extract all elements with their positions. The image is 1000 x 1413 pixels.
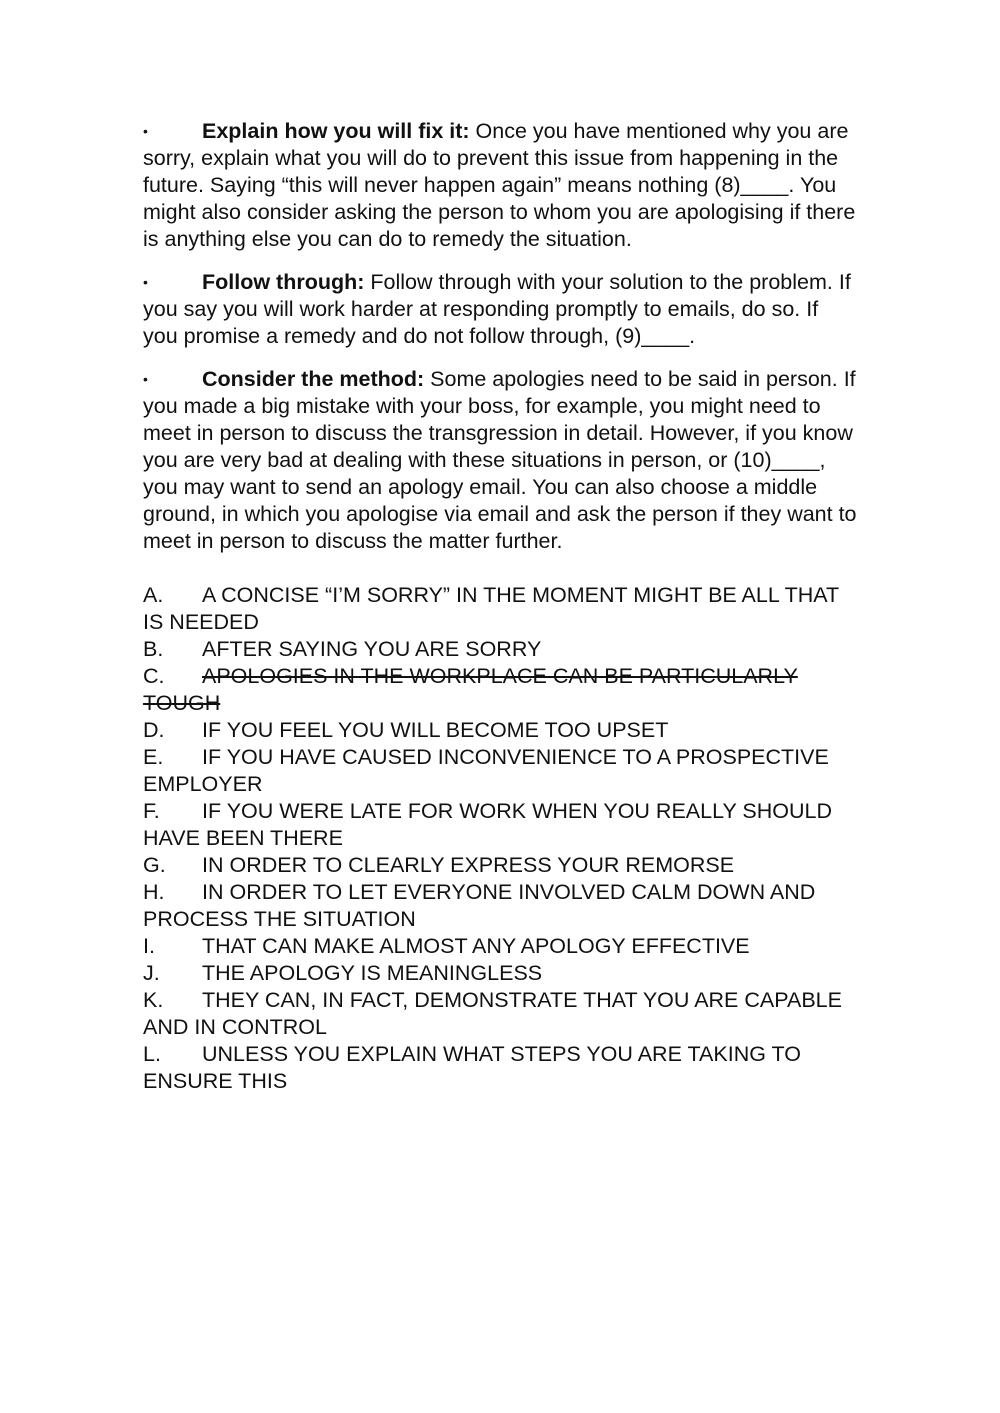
option-text: THAT CAN MAKE ALMOST ANY APOLOGY EFFECTIVE: [202, 934, 750, 958]
option-item: [143, 717, 858, 744]
bullet-icon: •: [143, 123, 148, 139]
bullet-body: Some apologies need to be said in person. If you made a big mistake with your boss, for example, you might need to meet in person to discuss the transgression in detail. However, if you know you are very bad at dealing with these situations in person, or (10)____, you may want to send an apology email. You can also choose a middle ground, in which you apologise via email and ask the person if they want to meet in person to discuss the matter further.: [143, 367, 857, 553]
option-text: A CONCISE “I’M SORRY” IN THE MOMENT MIGHT BE ALL THAT IS NEEDED: [143, 583, 839, 634]
bullet-paragraph-method: [143, 366, 858, 555]
document-content: [143, 118, 858, 1095]
option-item: [143, 798, 858, 852]
option-letter: D.: [143, 718, 165, 742]
bullet-heading: Consider the method:: [202, 367, 425, 391]
bullet-paragraph-fix-it: [143, 118, 858, 253]
option-letter: A.: [143, 583, 164, 607]
option-item: [143, 852, 858, 879]
option-text: UNLESS YOU EXPLAIN WHAT STEPS YOU ARE TAKING TO ENSURE THIS: [143, 1042, 801, 1093]
option-item: [143, 879, 858, 933]
option-letter: J.: [143, 961, 160, 985]
bullet-heading: Explain how you will fix it:: [202, 119, 470, 143]
bullet-icon: •: [143, 371, 148, 387]
bullet-heading: Follow through:: [202, 270, 365, 294]
option-item: [143, 933, 858, 960]
option-letter: L.: [143, 1042, 161, 1066]
bullet-icon: •: [143, 274, 148, 290]
option-item: [143, 744, 858, 798]
option-text: THEY CAN, IN FACT, DEMONSTRATE THAT YOU ARE CAPABLE AND IN CONTROL: [143, 988, 842, 1039]
option-text: IF YOU WERE LATE FOR WORK WHEN YOU REALLY SHOULD HAVE BEEN THERE: [143, 799, 832, 850]
option-letter: E.: [143, 745, 164, 769]
option-item: [143, 1041, 858, 1095]
bullet-body: Once you have mentioned why you are sorry, explain what you will do to prevent this issue from happening in the future. Saying “this will never happen again” means nothing (8)____. You might also consider asking the person to whom you are apologising if there is anything else you can do to remedy the situation.: [143, 119, 856, 251]
option-text: THE APOLOGY IS MEANINGLESS: [202, 961, 543, 985]
option-letter: F.: [143, 799, 160, 823]
option-item: [143, 636, 858, 663]
option-letter: G.: [143, 853, 166, 877]
option-letter: B.: [143, 637, 164, 661]
bullet-paragraph-follow-through: [143, 269, 858, 350]
option-text: IN ORDER TO LET EVERYONE INVOLVED CALM DOWN AND PROCESS THE SITUATION: [143, 880, 816, 931]
option-text: IN ORDER TO CLEARLY EXPRESS YOUR REMORSE: [202, 853, 735, 877]
option-item: [143, 663, 858, 717]
option-text: IF YOU FEEL YOU WILL BECOME TOO UPSET: [202, 718, 669, 742]
option-item: [143, 960, 858, 987]
answer-options-list: [143, 582, 858, 1095]
option-item: [143, 987, 858, 1041]
option-item: [143, 582, 858, 636]
option-text-struck: APOLOGIES IN THE WORKPLACE CAN BE PARTICULARLY TOUGH: [143, 664, 798, 715]
bullet-body: Follow through with your solution to the problem. If you say you will work harder at responding promptly to emails, do so. If you promise a remedy and do not follow through, (9)____.: [143, 270, 851, 348]
option-letter: K.: [143, 988, 164, 1012]
option-text: IF YOU HAVE CAUSED INCONVENIENCE TO A PROSPECTIVE EMPLOYER: [143, 745, 829, 796]
option-letter: I.: [143, 934, 155, 958]
option-text: AFTER SAYING YOU ARE SORRY: [202, 637, 542, 661]
option-letter: H.: [143, 880, 165, 904]
option-letter: C.: [143, 664, 165, 688]
